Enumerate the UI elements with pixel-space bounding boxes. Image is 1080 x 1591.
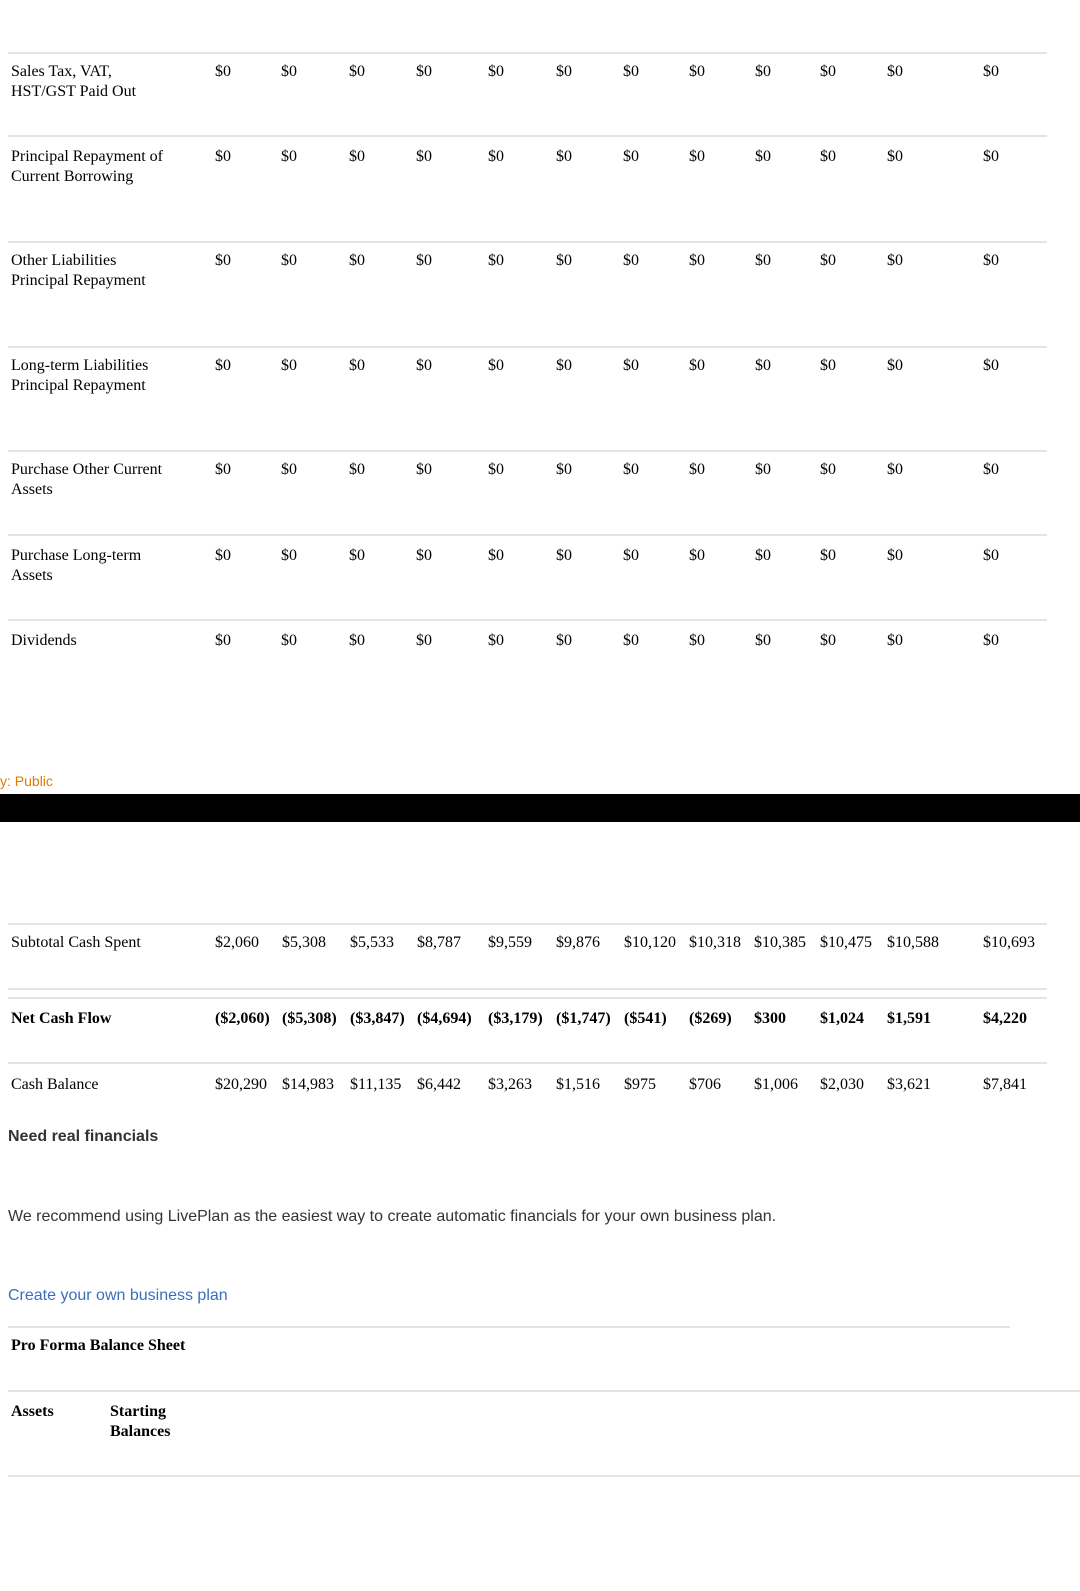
starting-balances-column-header: Starting Balances [110, 1403, 171, 1440]
value-cell: ($3,179) [488, 1010, 543, 1027]
value-cell: $10,120 [624, 934, 676, 951]
value-cell: $10,588 [887, 934, 939, 951]
row-divider [8, 52, 1047, 54]
value-cell: $4,220 [983, 1010, 1027, 1027]
value-cell: $0 [623, 148, 639, 165]
value-cell: $1,516 [556, 1076, 600, 1093]
public-classification-tag: y: Public [0, 773, 53, 789]
value-cell: $0 [488, 63, 504, 80]
value-cell: $0 [755, 547, 771, 564]
row-divider [8, 619, 1047, 621]
value-cell: $6,442 [417, 1076, 461, 1093]
row-label: Sales Tax, VAT, HST/GST Paid Out [11, 63, 137, 100]
value-cell: $0 [887, 357, 903, 374]
row-divider [8, 997, 1047, 999]
balance-sheet-header-line [8, 1390, 1080, 1392]
balance-sheet-title: Pro Forma Balance Sheet [11, 1337, 186, 1354]
value-cell: $0 [623, 461, 639, 478]
value-cell: $1,591 [887, 1010, 931, 1027]
value-cell: $0 [215, 252, 231, 269]
value-cell: ($2,060) [215, 1010, 270, 1027]
row-divider [8, 1062, 1047, 1064]
value-cell: $0 [215, 357, 231, 374]
value-cell: $7,841 [983, 1076, 1027, 1093]
value-cell: $0 [281, 547, 297, 564]
value-cell: $0 [623, 357, 639, 374]
row-label: Cash Balance [11, 1076, 99, 1093]
value-cell: $9,876 [556, 934, 600, 951]
value-cell: $0 [887, 632, 903, 649]
row-divider [8, 534, 1047, 536]
row-divider [8, 450, 1047, 452]
row-divider [8, 346, 1047, 348]
value-cell: $9,559 [488, 934, 532, 951]
value-cell: $0 [887, 148, 903, 165]
value-cell: $0 [755, 632, 771, 649]
value-cell: $0 [215, 632, 231, 649]
row-divider [8, 135, 1047, 137]
value-cell: $0 [215, 63, 231, 80]
value-cell: $0 [820, 63, 836, 80]
value-cell: $0 [623, 547, 639, 564]
value-cell: $0 [488, 357, 504, 374]
value-cell: $0 [623, 252, 639, 269]
assets-column-header: Assets [11, 1403, 54, 1420]
row-label: Net Cash Flow [11, 1010, 112, 1027]
row-label: Long-term Liabilities Principal Repayment [11, 357, 149, 394]
row-label: Other Liabilities Principal Repayment [11, 252, 146, 289]
value-cell: $1,024 [820, 1010, 864, 1027]
row-label: Subtotal Cash Spent [11, 934, 141, 951]
create-business-plan-link[interactable]: Create your own business plan [8, 1287, 228, 1304]
row-label: Dividends [11, 632, 77, 649]
value-cell: $0 [416, 547, 432, 564]
value-cell: $0 [281, 252, 297, 269]
value-cell: $0 [820, 357, 836, 374]
value-cell: $0 [887, 461, 903, 478]
value-cell: $0 [488, 632, 504, 649]
value-cell: $0 [755, 357, 771, 374]
value-cell: $0 [983, 632, 999, 649]
value-cell: $0 [887, 252, 903, 269]
balance-sheet-top-line [8, 1326, 1010, 1328]
value-cell: $0 [983, 252, 999, 269]
value-cell: $0 [755, 148, 771, 165]
value-cell: $14,983 [282, 1076, 334, 1093]
value-cell: $975 [624, 1076, 656, 1093]
black-divider-bar [0, 794, 1080, 822]
value-cell: $0 [349, 632, 365, 649]
value-cell: $0 [349, 547, 365, 564]
value-cell: $10,693 [983, 934, 1035, 951]
value-cell: $0 [556, 63, 572, 80]
value-cell: $0 [820, 252, 836, 269]
value-cell: $0 [349, 63, 365, 80]
value-cell: $0 [215, 461, 231, 478]
value-cell: $0 [556, 547, 572, 564]
value-cell: $20,290 [215, 1076, 267, 1093]
balance-sheet-bottom-line [8, 1475, 1080, 1477]
value-cell: $0 [556, 252, 572, 269]
value-cell: $0 [820, 148, 836, 165]
value-cell: $0 [689, 632, 705, 649]
value-cell: $0 [488, 148, 504, 165]
value-cell: $0 [215, 547, 231, 564]
value-cell: $0 [281, 632, 297, 649]
value-cell: $1,006 [754, 1076, 798, 1093]
row-divider [8, 988, 1047, 990]
value-cell: $0 [887, 547, 903, 564]
row-divider [8, 923, 1047, 925]
value-cell: $0 [689, 63, 705, 80]
value-cell: ($4,694) [417, 1010, 472, 1027]
value-cell: $10,385 [754, 934, 806, 951]
value-cell: $706 [689, 1076, 721, 1093]
value-cell: $3,621 [887, 1076, 931, 1093]
value-cell: $0 [689, 547, 705, 564]
value-cell: ($269) [689, 1010, 732, 1027]
value-cell: $0 [983, 547, 999, 564]
value-cell: $0 [215, 148, 231, 165]
value-cell: ($5,308) [282, 1010, 337, 1027]
liveplan-recommendation-text: We recommend using LivePlan as the easiest way to create automatic financials for your own business plan. [8, 1208, 777, 1225]
value-cell: $0 [623, 632, 639, 649]
value-cell: $0 [556, 148, 572, 165]
value-cell: $0 [556, 461, 572, 478]
value-cell: $5,533 [350, 934, 394, 951]
value-cell: $8,787 [417, 934, 461, 951]
value-cell: $0 [488, 461, 504, 478]
value-cell: $10,318 [689, 934, 741, 951]
value-cell: $0 [887, 63, 903, 80]
value-cell: $0 [281, 63, 297, 80]
value-cell: $10,475 [820, 934, 872, 951]
value-cell: $0 [416, 632, 432, 649]
value-cell: $0 [689, 461, 705, 478]
value-cell: $0 [755, 252, 771, 269]
value-cell: ($3,847) [350, 1010, 405, 1027]
value-cell: $0 [416, 461, 432, 478]
row-label: Purchase Other Current Assets [11, 461, 163, 498]
value-cell: $5,308 [282, 934, 326, 951]
value-cell: $0 [349, 357, 365, 374]
value-cell: $0 [556, 357, 572, 374]
value-cell: $0 [689, 357, 705, 374]
value-cell: $0 [416, 357, 432, 374]
value-cell: $0 [983, 148, 999, 165]
value-cell: $0 [983, 357, 999, 374]
value-cell: $0 [488, 547, 504, 564]
need-real-financials-heading: Need real financials [8, 1128, 159, 1145]
value-cell: $0 [820, 547, 836, 564]
value-cell: $0 [556, 632, 572, 649]
value-cell: $11,135 [350, 1076, 402, 1093]
row-label: Purchase Long-term Assets [11, 547, 142, 584]
value-cell: $0 [623, 63, 639, 80]
value-cell: $0 [349, 461, 365, 478]
value-cell: $0 [281, 461, 297, 478]
value-cell: $0 [416, 252, 432, 269]
value-cell: $2,060 [215, 934, 259, 951]
value-cell: $0 [281, 357, 297, 374]
value-cell: $0 [983, 63, 999, 80]
value-cell: $0 [755, 461, 771, 478]
value-cell: $0 [416, 63, 432, 80]
value-cell: $0 [281, 148, 297, 165]
value-cell: $0 [983, 461, 999, 478]
value-cell: $0 [349, 252, 365, 269]
value-cell: $0 [488, 252, 504, 269]
row-divider [8, 241, 1047, 243]
value-cell: ($1,747) [556, 1010, 611, 1027]
row-label: Principal Repayment of Current Borrowing [11, 148, 163, 185]
value-cell: $0 [820, 632, 836, 649]
value-cell: $0 [689, 252, 705, 269]
value-cell: $0 [820, 461, 836, 478]
value-cell: $0 [755, 63, 771, 80]
value-cell: $0 [349, 148, 365, 165]
value-cell: $0 [416, 148, 432, 165]
value-cell: $300 [754, 1010, 786, 1027]
value-cell: $2,030 [820, 1076, 864, 1093]
value-cell: $0 [689, 148, 705, 165]
value-cell: $3,263 [488, 1076, 532, 1093]
value-cell: ($541) [624, 1010, 667, 1027]
